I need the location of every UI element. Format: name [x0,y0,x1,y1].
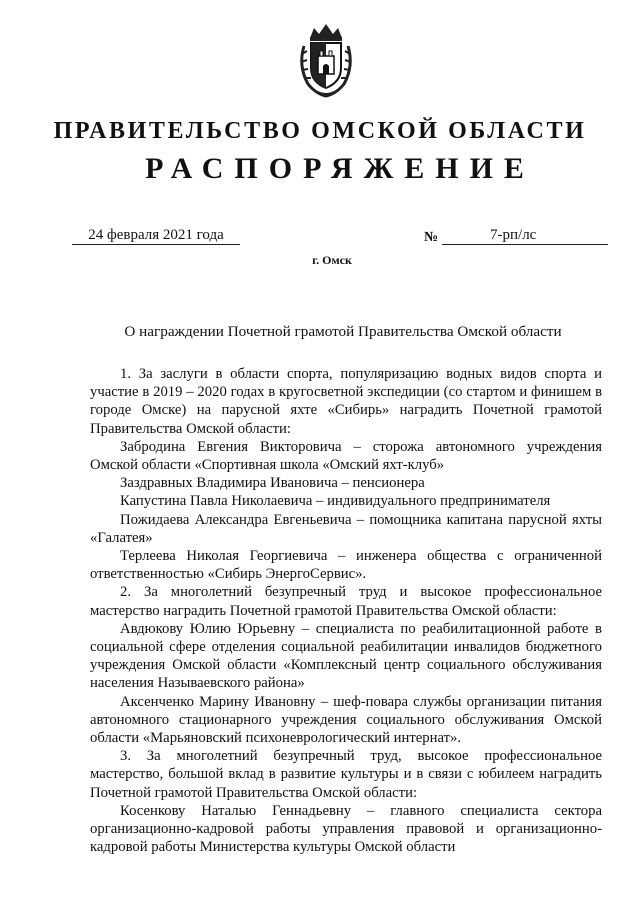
paragraph: Заздравных Владимира Ивановича – пенсионера [120,475,425,492]
document-type-heading: РАСПОРЯЖЕНИЕ [145,152,535,185]
paragraph: Косенкову Наталью Геннадьевну – главного специалиста сектора организационно-кадровой работы управления правовой и организационно-кадровой работы Министерства культуры Омской области [90,802,602,856]
document-body [90,365,602,856]
paragraph: Терлеева Николая Георгиевича – инженера общества с ограниченной ответственностью «Сибирь ЭнергоСервис». [90,548,602,583]
document-number: 7-рп/лс [490,227,537,243]
document-date: 24 февраля 2021 года [72,226,240,245]
paragraph: 1. За заслуги в области спорта, популяризацию водных видов спорта и участие в 2019 – 2020 годах в кругосветной экспедиции (со стартом и финишем в городе Омске) на парусной яхте «Сибирь» наградить Почетной грамотой Правительства Омской области: [90,366,602,437]
omsk-coat-of-arms-icon [296,20,356,98]
paragraph: Авдюкову Юлию Юрьевну – специалиста по реабилитационной работе в социальной сфере отделения социальной реабилитации инвалидов бюджетного учреждения Омской области «Комплексный центр социального обслуживания населения Называевского района» [90,620,602,692]
paragraph: 2. За многолетний безупречный труд и высокое профессиональное мастерство наградить Почетной грамотой Правительства Омской области: [90,584,602,619]
paragraph: 3. За многолетний безупречный труд, высокое профессиональное мастерство, большой вклад в развитие культуры и в связи с юбилеем наградить Почетной грамотой Правительства Омской области: [90,748,602,801]
document-subject: О награждении Почетной грамотой Правительства Омской области [124,323,562,340]
government-title: ПРАВИТЕЛЬСТВО ОМСКОЙ ОБЛАСТИ [53,118,587,144]
paragraph: Капустина Павла Николаевича – индивидуального предпринимателя [120,493,551,510]
number-sign: № [424,230,439,245]
paragraph: Забродина Евгения Викторовича – сторожа автономного учреждения Омской области «Спортивная школа «Омский яхт-клуб» [90,438,602,474]
paragraph: Пожидаева Александра Евгеньевича – помощника капитана парусной яхты «Галатея» [90,511,602,546]
paragraph: Аксенченко Марину Ивановну – шеф-повара службы организации питания автономного стационарного учреждения социального обслуживания Омской области «Марьяновский психоневрологический интернат». [90,693,602,747]
city-label: г. Омск [312,253,352,267]
